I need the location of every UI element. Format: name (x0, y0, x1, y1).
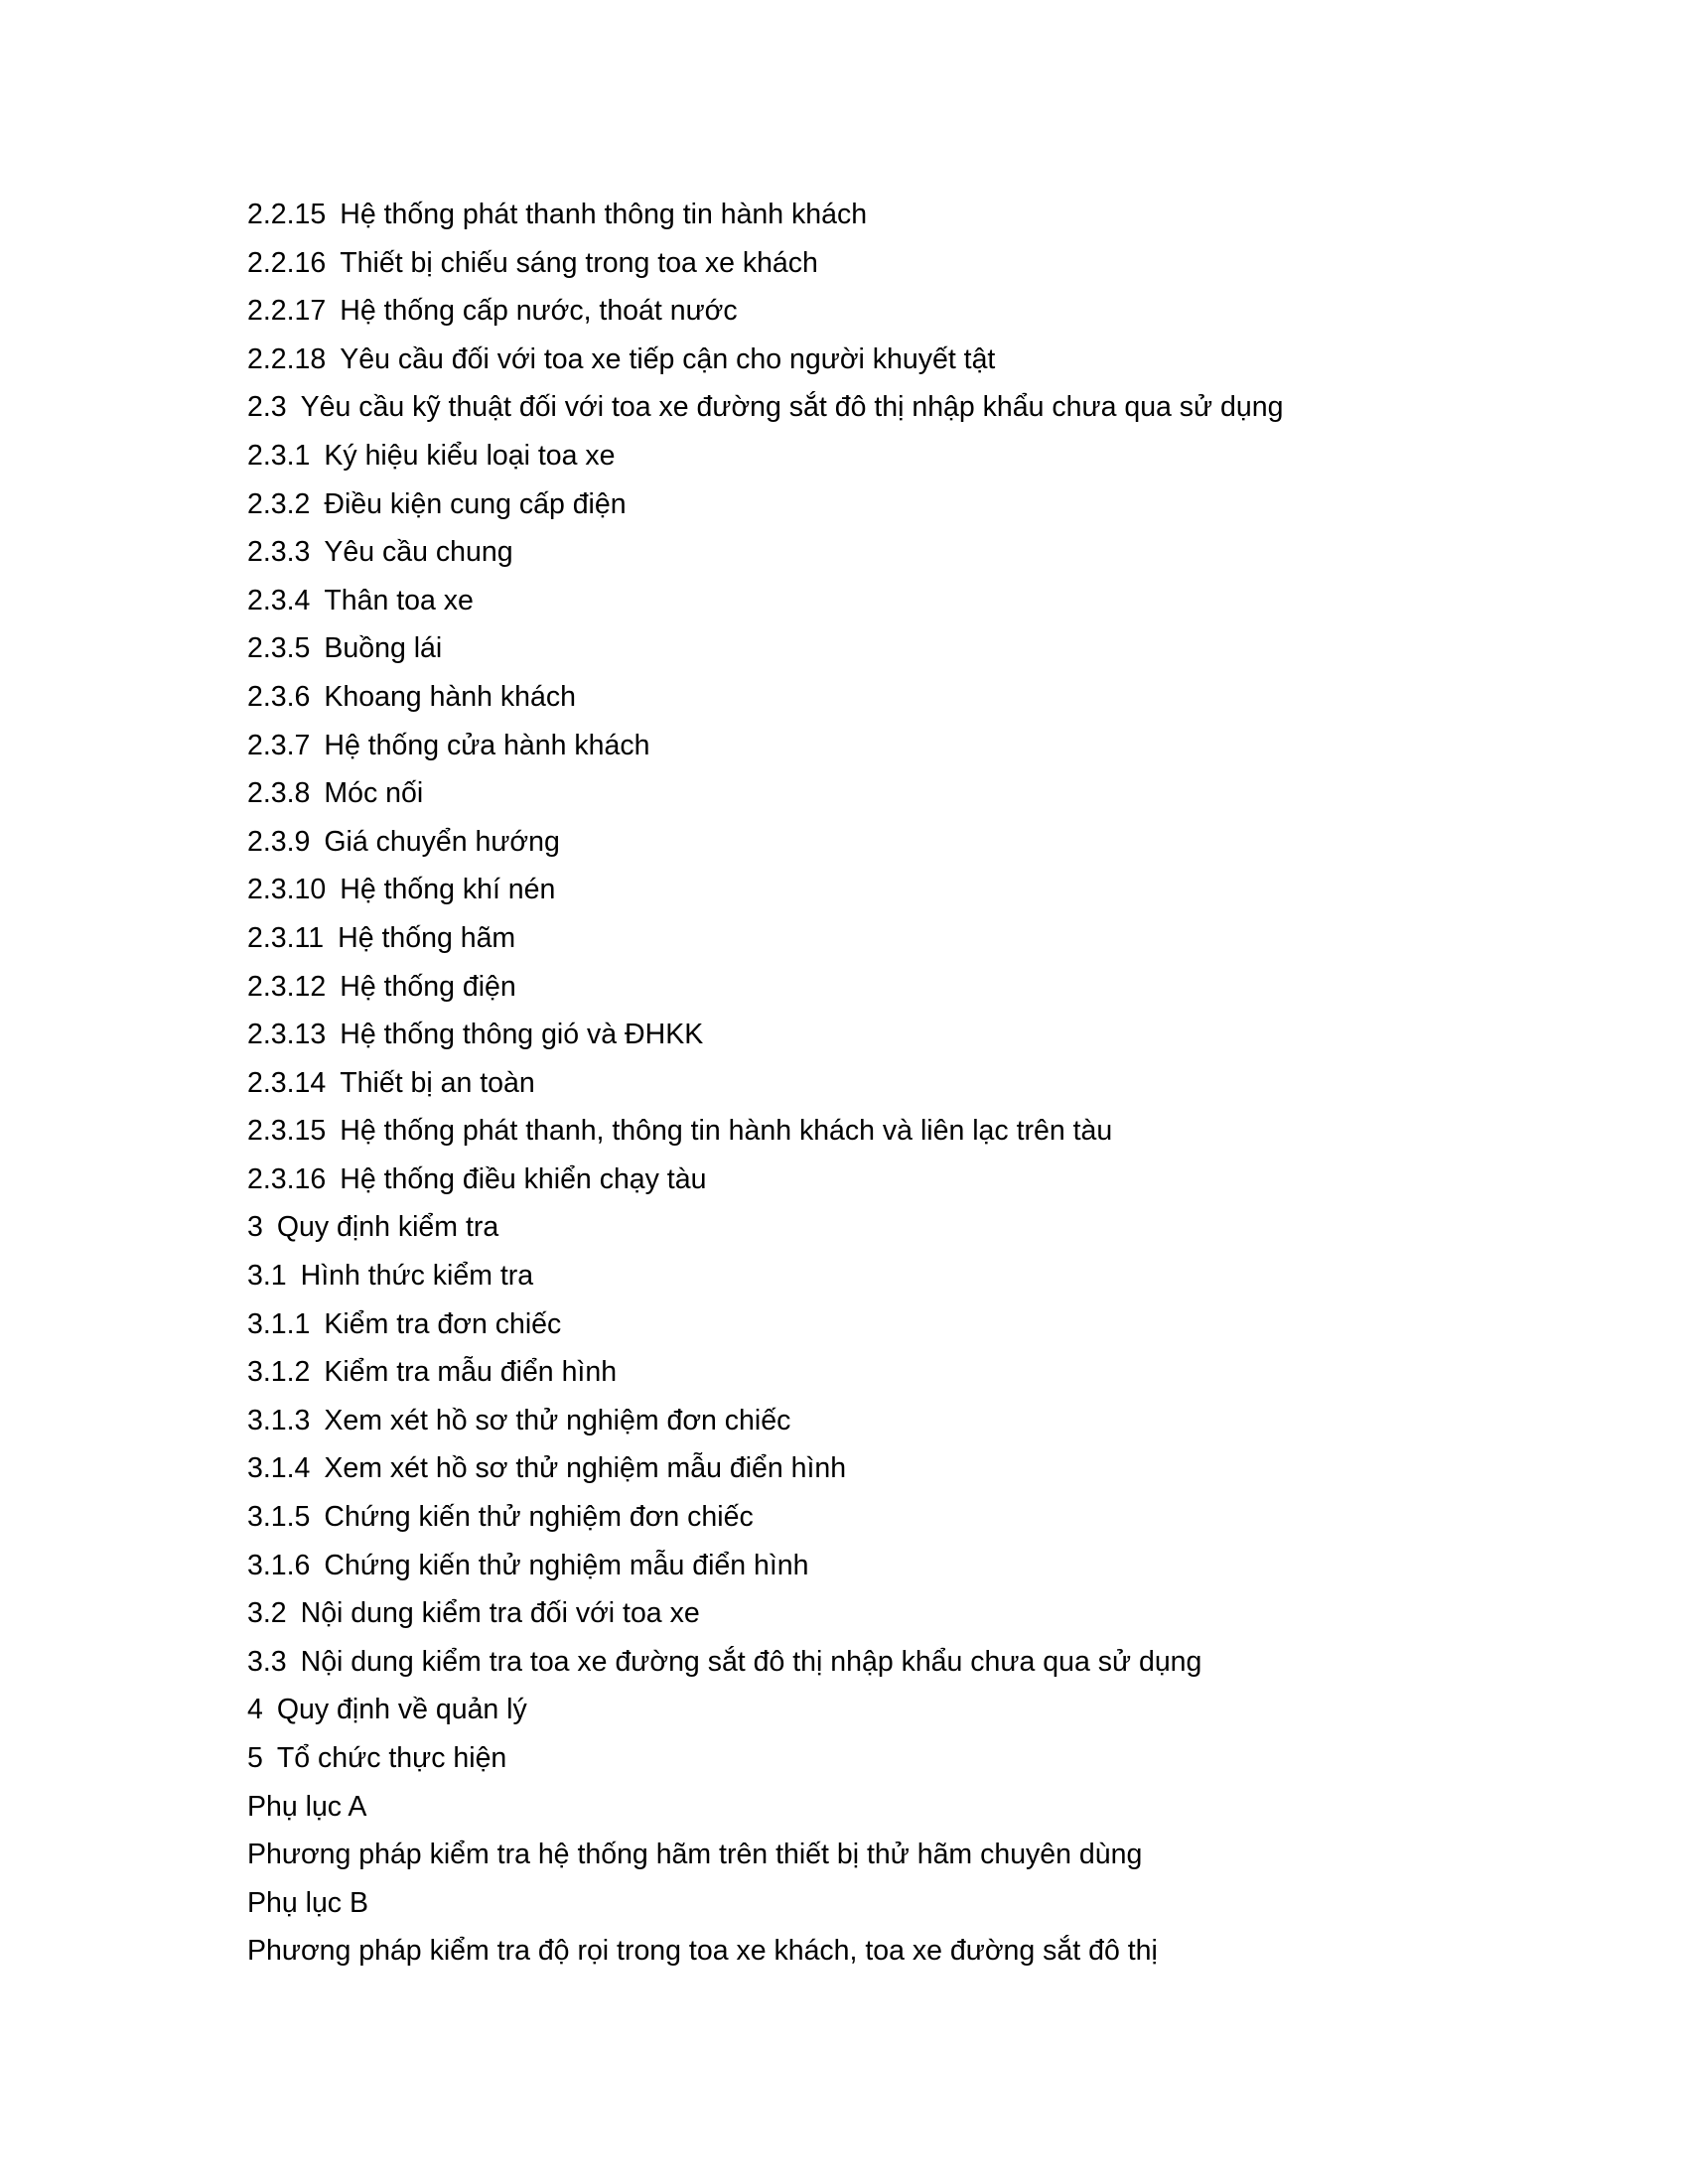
toc-entry (247, 336, 1538, 384)
toc-entry-title: Quy định kiểm tra (276, 1211, 499, 1244)
toc-entry (247, 1107, 1538, 1156)
toc-entry (247, 624, 1538, 673)
toc-entry (247, 1444, 1538, 1493)
toc-entry-number: 3.1.5 (247, 1501, 311, 1534)
toc-entry-title: Hình thức kiểm tra (300, 1260, 534, 1293)
toc-entry-title: Hệ thống thông gió và ĐHKK (340, 1019, 704, 1051)
toc-entry-title: Khoang hành khách (324, 680, 576, 713)
toc-entry (247, 1252, 1538, 1300)
toc-entry-number: 3.1.2 (247, 1356, 311, 1389)
toc-entry-number: 2.3.4 (247, 584, 311, 616)
toc-entry-number: 2.3.3 (247, 536, 311, 569)
toc-entry (247, 914, 1538, 963)
toc-entry-title: Yêu cầu kỹ thuật đối với toa xe đường sắt đô thị nhập khẩu chưa qua sử dụng (300, 391, 1284, 424)
toc-entry (247, 528, 1538, 577)
toc-entry (247, 1397, 1538, 1445)
toc-entry-title: Hệ thống phát thanh, thông tin hành khách và liên lạc trên tàu (340, 1115, 1113, 1148)
toc-entry-title: Quy định về quản lý (276, 1694, 527, 1726)
toc-entry (247, 191, 1538, 239)
toc-entry-number: 2.3.10 (247, 874, 327, 906)
toc-entry-title: Móc nối (324, 777, 424, 810)
toc-entry-title: Hệ thống phát thanh thông tin hành khách (340, 199, 868, 230)
toc-entry-number: 2.3.16 (247, 1162, 327, 1195)
toc-entry (247, 1059, 1538, 1108)
toc-entry (247, 1734, 1538, 1783)
toc-entry-number: 2.3.7 (247, 729, 311, 761)
toc-entry-number: 4 (247, 1694, 263, 1726)
toc-entry-title: Kiểm tra đơn chiếc (324, 1307, 562, 1340)
toc-entry (247, 1203, 1538, 1252)
toc-entry-title: Thân toa xe (324, 584, 474, 616)
toc-entry-number: 2.3.2 (247, 487, 311, 520)
toc-entry (247, 1542, 1538, 1590)
toc-entry (247, 722, 1538, 770)
toc-entry-title: Hệ thống hãm (338, 921, 516, 954)
toc-entry-title: Nội dung kiểm tra toa xe đường sắt đô thị nhập khẩu chưa qua sử dụng (300, 1645, 1202, 1678)
toc-entry-title: Xem xét hồ sơ thử nghiệm mẫu điển hình (324, 1452, 847, 1485)
toc-entry-title: Kiểm tra mẫu điển hình (324, 1356, 618, 1389)
toc-entry (247, 673, 1538, 722)
toc-entry (247, 577, 1538, 625)
toc-entry (247, 1638, 1538, 1687)
toc-entry (247, 1156, 1538, 1204)
toc-entry-number: 2.3.6 (247, 680, 311, 713)
toc-entry (247, 1348, 1538, 1397)
toc-entry (247, 1300, 1538, 1349)
toc-entry-title: Hệ thống điện (340, 970, 516, 1003)
toc-entry-number: 2.2.17 (247, 295, 327, 328)
toc-entry-number: 2.3.13 (247, 1019, 327, 1051)
toc-entry (247, 818, 1538, 867)
toc-entry-title: Buồng lái (324, 632, 443, 665)
toc-entry (247, 963, 1538, 1012)
toc-entry-number: 2.2.18 (247, 342, 327, 375)
toc-entry (247, 1686, 1538, 1734)
toc-entry-title: Nội dung kiểm tra đối với toa xe (300, 1597, 700, 1630)
appendix-a-title: Phương pháp kiểm tra hệ thống hãm trên thiết bị thử hãm chuyên dùng (247, 1839, 1143, 1871)
toc-entry-title: Thiết bị chiếu sáng trong toa xe khách (340, 246, 818, 279)
toc-entry (247, 480, 1538, 529)
toc-entry-title: Hệ thống cấp nước, thoát nước (340, 295, 738, 328)
toc-entry-number: 2.3.9 (247, 825, 311, 858)
toc-entry-title: Chứng kiến thử nghiệm mẫu điển hình (324, 1549, 809, 1581)
toc-entry-number: 3 (247, 1211, 263, 1244)
toc-entry-number: 2.3.12 (247, 970, 327, 1003)
toc-entry (247, 1589, 1538, 1638)
toc-entry-title: Thiết bị an toàn (340, 1066, 535, 1099)
toc-entry-number: 3.3 (247, 1645, 287, 1678)
toc-entry (247, 866, 1538, 914)
toc-entry-number: 2.3.8 (247, 777, 311, 810)
toc-entry-title: Hệ thống cửa hành khách (324, 729, 650, 761)
appendix-b-title: Phương pháp kiểm tra độ rọi trong toa xe khách, toa xe đường sắt đô thị (247, 1935, 1158, 1968)
toc-entry-number: 2.3.15 (247, 1115, 327, 1148)
appendix-b-label: Phụ lục B (247, 1886, 368, 1919)
toc-entry (247, 1011, 1538, 1059)
toc-entry-title: Chứng kiến thử nghiệm đơn chiếc (324, 1501, 754, 1534)
toc-entry-number: 5 (247, 1742, 263, 1774)
toc-entry-number: 2.2.15 (247, 199, 327, 230)
toc-entry (247, 769, 1538, 818)
table-of-contents (247, 191, 1538, 1976)
toc-entry (247, 1493, 1538, 1542)
toc-entry-title: Yêu cầu chung (324, 536, 513, 569)
toc-entry-title: Tổ chức thực hiện (276, 1742, 507, 1774)
toc-entry-number: 2.3.1 (247, 439, 311, 472)
toc-entry-title: Giá chuyển hướng (324, 825, 560, 858)
toc-entry-title: Hệ thống khí nén (340, 874, 556, 906)
toc-entry-title: Xem xét hồ sơ thử nghiệm đơn chiếc (324, 1404, 791, 1436)
toc-entry-title: Yêu cầu đối với toa xe tiếp cận cho người khuyết tật (340, 342, 996, 375)
toc-entry (247, 239, 1538, 288)
toc-entry-number: 2.3 (247, 391, 287, 424)
toc-entry (247, 287, 1538, 336)
toc-entry (247, 383, 1538, 432)
toc-entry (247, 432, 1538, 480)
toc-entry-number: 2.3.11 (247, 921, 325, 954)
toc-entry-number: 2.3.5 (247, 632, 311, 665)
toc-entry-title: Ký hiệu kiểu loại toa xe (324, 439, 616, 472)
toc-entry-title: Điều kiện cung cấp điện (324, 487, 627, 520)
toc-entry-title: Hệ thống điều khiển chạy tàu (340, 1162, 707, 1195)
toc-entry-number: 2.3.14 (247, 1066, 327, 1099)
toc-entry-number: 3.2 (247, 1597, 287, 1630)
toc-entry-number: 3.1.6 (247, 1549, 311, 1581)
toc-entry-number: 3.1.3 (247, 1404, 311, 1436)
toc-entry-number: 2.2.16 (247, 246, 327, 279)
toc-entry-number: 3.1.1 (247, 1307, 311, 1340)
toc-entry-number: 3.1 (247, 1260, 287, 1293)
toc-entry-number: 3.1.4 (247, 1452, 311, 1485)
appendix-a-label: Phụ lục A (247, 1790, 367, 1823)
